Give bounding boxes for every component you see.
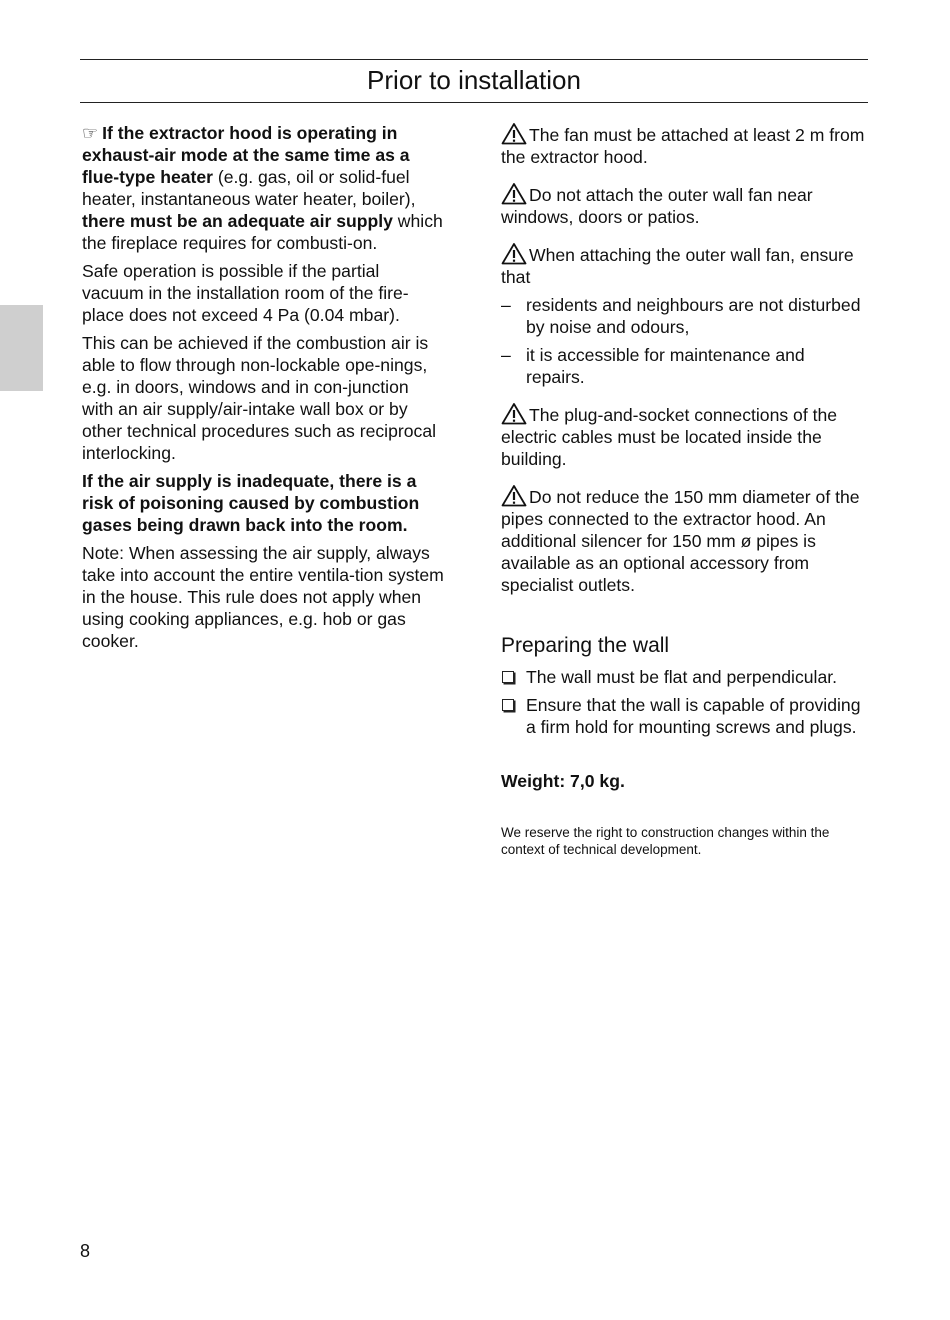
warning-triangle-icon — [501, 484, 527, 506]
section-tab-marker — [0, 305, 43, 391]
checkbox-icon — [502, 699, 514, 711]
warning-outer-wall-fan: When attaching the outer wall fan, ensure that – residents and neighbours are not disturbed by noise and odours, – it is accessible for maintenance and repairs. — [501, 242, 865, 388]
header-rule-bottom — [80, 102, 868, 103]
poisoning-warning: If the air supply is inadequate, there is a risk of poisoning caused by combustion gases being drawn back into the room. — [82, 471, 420, 535]
warning-fan-distance: The fan must be attached at least 2 m from the extractor hood. — [501, 122, 865, 168]
section-heading-preparing-wall: Preparing the wall — [501, 634, 670, 657]
weight-spec: Weight: 7,0 kg. — [501, 771, 625, 791]
page-title: Prior to installation — [367, 65, 581, 95]
warning-triangle-icon — [501, 242, 527, 264]
page-number: 8 — [80, 1241, 91, 1261]
list-item: – residents and neighbours are not disturbed by noise and odours, — [501, 295, 861, 337]
header-rule-top — [80, 59, 868, 60]
flue-heater-notice: ☞ If the extractor hood is operating in exhaust-air mode at the same time as a flue-type heater (e.g. gas, oil or solid-fuel heater, instantaneous water heater, boiler), there must be an adequate air supply which the fireplace requires for combusti-on. — [82, 123, 443, 253]
warning-triangle-icon — [501, 182, 527, 204]
right-column — [501, 122, 865, 858]
combustion-air-paragraph: This can be achieved if the combustion air is able to flow through non-lockable ope-nings, e.g. in doors, windows and in con-junction with an air supply/air-intake wall box or by other technical procedures such as reciprocal interlocking. — [82, 333, 437, 463]
left-column — [82, 122, 444, 658]
warning-fan-placement: Do not attach the outer wall fan near windows, doors or patios. — [501, 182, 865, 228]
safe-operation-paragraph: Safe operation is possible if the partial vacuum in the installation room of the fire-place does not exceed 4 Pa (0.04 mbar). — [82, 261, 409, 325]
list-item: – it is accessible for maintenance and repairs. — [501, 345, 805, 387]
warning-triangle-icon — [501, 402, 527, 424]
warning-triangle-icon — [501, 122, 527, 144]
checklist-item: Ensure that the wall is capable of providing a firm hold for mounting screws and plugs. — [501, 694, 865, 738]
disclaimer-note: We reserve the right to construction changes within the context of technical development. — [501, 825, 830, 857]
warning-pipe-diameter: Do not reduce the 150 mm diameter of the pipes connected to the extractor hood. An additional silencer for 150 mm ø pipes is available as an optional accessory from specialist outlets. — [501, 484, 865, 596]
dash-bullet: – — [501, 345, 511, 365]
dash-bullet: – — [501, 295, 511, 315]
warning-plug-connections: The plug-and-socket connections of the electric cables must be located inside the building. — [501, 402, 865, 470]
checkbox-icon — [502, 671, 514, 683]
pointing-hand-icon: ☞ — [82, 123, 99, 143]
note-paragraph: Note: When assessing the air supply, always take into account the entire ventila-tion system in the house. This rule does not apply when using cooking appliances, e.g. hob or gas cooker. — [82, 543, 444, 651]
checklist-item: The wall must be flat and perpendicular. — [501, 666, 865, 688]
